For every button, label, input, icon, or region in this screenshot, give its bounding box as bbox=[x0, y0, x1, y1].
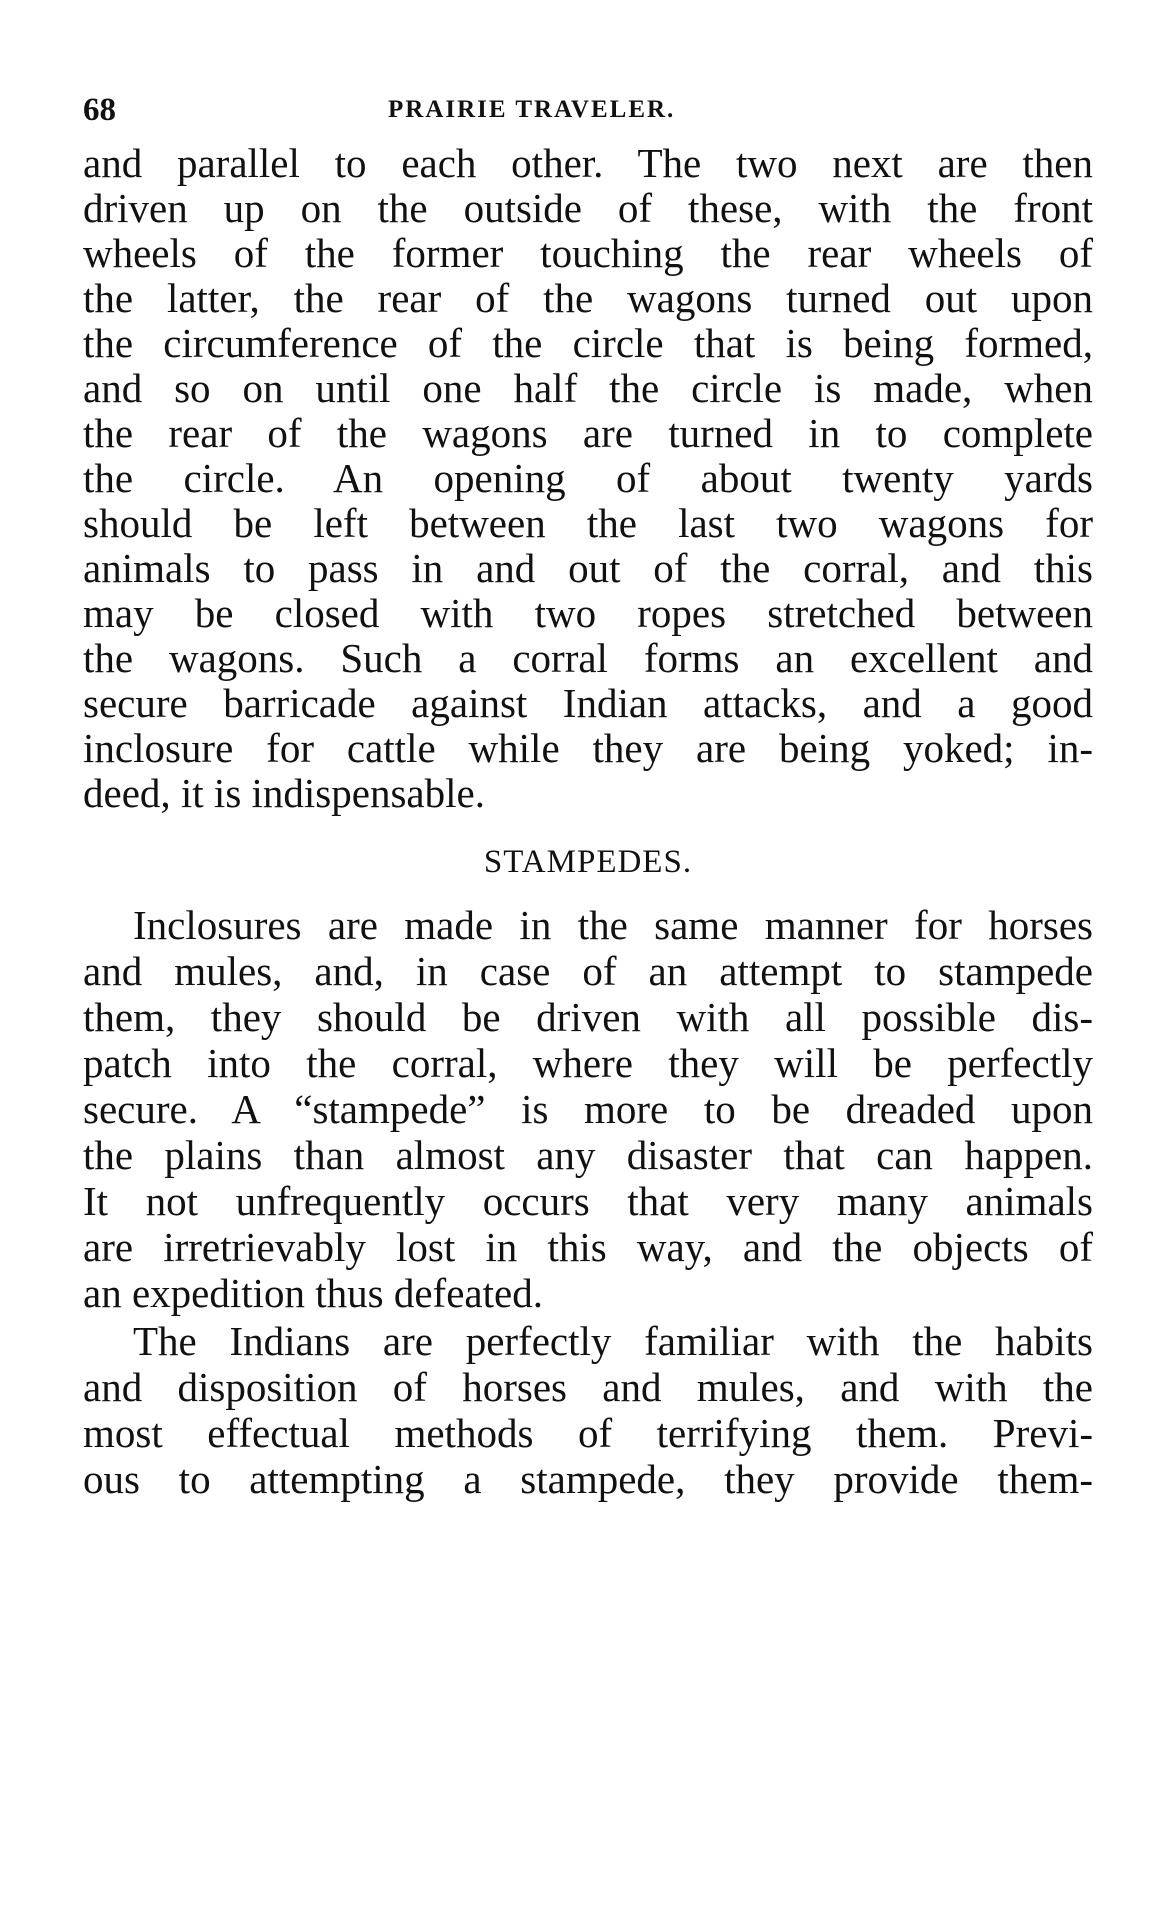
text-line: driven up on the outside of these, with the front bbox=[83, 185, 1093, 231]
running-head bbox=[83, 92, 1093, 132]
text-line: inclosure for cattle while they are being yoked; in- bbox=[83, 725, 1093, 771]
text-line: may be closed with two ropes stretched between bbox=[83, 590, 1093, 636]
section-heading: STAMPEDES. bbox=[483, 844, 693, 880]
text-line: deed, it is indispensable. bbox=[83, 770, 485, 816]
text-line: the circle. An opening of about twenty yards bbox=[83, 455, 1093, 501]
text-line: them, they should be driven with all possible dis- bbox=[83, 994, 1093, 1040]
text-line: and mules, and, in case of an attempt to stampede bbox=[83, 948, 1093, 994]
page-number: 68 bbox=[83, 92, 116, 128]
text-line: the wagons. Such a corral forms an excellent and bbox=[83, 635, 1093, 681]
text-line: patch into the corral, where they will be perfectly bbox=[83, 1040, 1093, 1086]
text-line: ous to attempting a stampede, they provide them- bbox=[83, 1456, 1093, 1502]
running-title: PRAIRIE TRAVELER. bbox=[388, 96, 676, 123]
text-line: Inclosures are made in the same manner for horses bbox=[133, 902, 1093, 948]
text-line: secure barricade against Indian attacks, and a good bbox=[83, 680, 1093, 726]
text-line: most effectual methods of terrifying them. Previ- bbox=[83, 1410, 1093, 1456]
text-line: the latter, the rear of the wagons turned out upon bbox=[83, 275, 1093, 321]
text-line: the rear of the wagons are turned in to complete bbox=[83, 410, 1093, 456]
text-line: the circumference of the circle that is being formed, bbox=[83, 320, 1093, 366]
book-page bbox=[83, 0, 1093, 1929]
text-line: the plains than almost any disaster that can happen. bbox=[83, 1132, 1093, 1178]
text-line: It not unfrequently occurs that very many animals bbox=[83, 1178, 1093, 1224]
text-line: should be left between the last two wagons for bbox=[83, 500, 1093, 546]
text-line: and parallel to each other. The two next are then bbox=[83, 140, 1093, 186]
text-line: secure. A “stampede” is more to be dreaded upon bbox=[83, 1086, 1093, 1132]
text-line: and so on until one half the circle is made, when bbox=[83, 365, 1093, 411]
text-line: an expedition thus defeated. bbox=[83, 1270, 543, 1316]
text-line: are irretrievably lost in this way, and the objects of bbox=[83, 1224, 1093, 1270]
text-line: The Indians are perfectly familiar with the habits bbox=[133, 1318, 1093, 1364]
text-line: wheels of the former touching the rear wheels of bbox=[83, 230, 1093, 276]
text-line: and disposition of horses and mules, and with the bbox=[83, 1364, 1093, 1410]
text-line: animals to pass in and out of the corral, and this bbox=[83, 545, 1093, 591]
